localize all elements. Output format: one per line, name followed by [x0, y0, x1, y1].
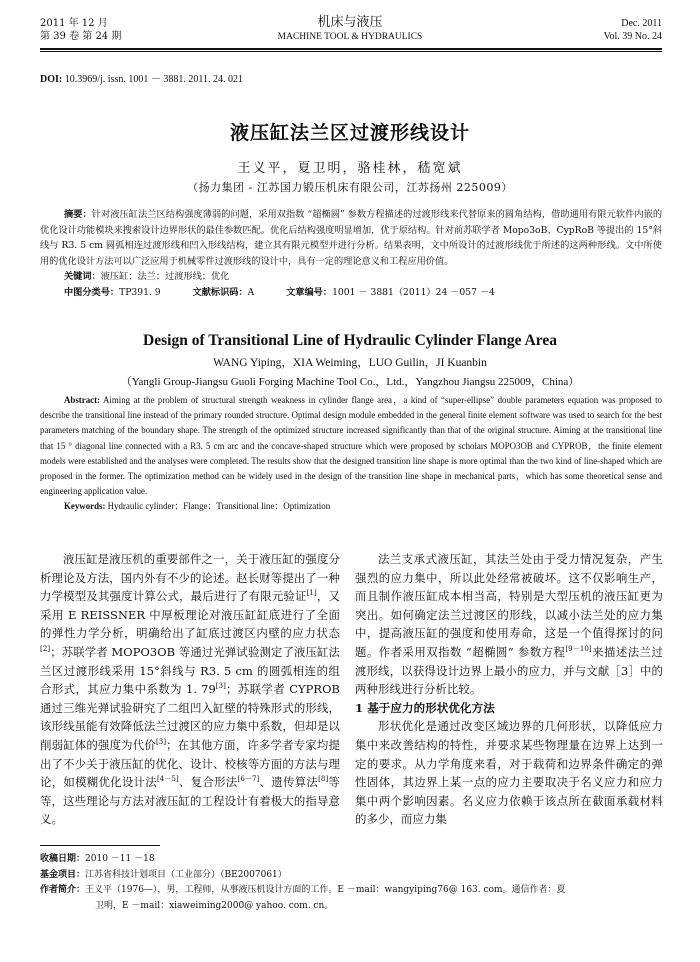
en-keywords-text: Hydraulic cylinder；Flange；Transitional line；Optimization	[107, 501, 331, 512]
en-abstract	[40, 393, 662, 515]
en-abstract-text: Aiming at the problem of structural strength weakness in cylinder flange area，a kind of “super-ellipse” double parameters equation was proposed to describe the transitional line instead of the primary rounded structure. Optimal design module embedded in the general finite element software was used to search for the best parameters matching of the boundary shape. The strength of the optimized structure increased significantly than that of the original structure. Aiming at the transitional line that 15 ° diagonal line connected with a R3. 5 cm arc and the concave-shaped structure which were proposed by scholars MOPO3OB and CYPROB，the finite element models were established and the analyses were completed. The results show that the designed transition line shape is more optimal than the two kind of line-shaped which are proposed in the former. The optimization method can be widely used in the design of the transition line shape in mechanical parts，which has some theoretical sense and engineering application value.	[40, 395, 662, 497]
citation: [8]	[318, 775, 329, 784]
cn-keywords-text: 液压缸；法兰；过渡形线；优化	[100, 271, 230, 283]
author-bio-label: 作者简介：	[40, 885, 86, 895]
fund-value: 江苏省科技计划项目（工业部分）（BE2007061）	[85, 869, 287, 880]
en-affiliation: （Yangli Group-Jiangsu Guoli Forging Machine Tool Co.，Ltd.，Yangzhou Jiangsu 225009，China）	[120, 376, 580, 388]
citation: [2]	[40, 645, 51, 654]
cn-keywords-label: 关键词：	[64, 271, 101, 283]
fund-label: 基金项目：	[40, 869, 86, 880]
footnote-rule	[40, 845, 160, 846]
article-no-value: 1001 － 3881（2011）24 －057 －4	[332, 286, 495, 298]
doc-code-value: A	[247, 286, 255, 298]
cn-classification-line	[40, 285, 662, 301]
en-authors: WANG Yiping，XIA Weiming，LUO Guilin，JI Kuanbin	[213, 357, 487, 369]
doi-line	[40, 70, 243, 85]
flange-paragraph	[355, 550, 663, 699]
cn-authors: 王义平，夏卫明，骆桂林，嵇宽斌	[237, 161, 463, 176]
section-heading-1: 1 基于应力的形状优化方法	[355, 700, 495, 715]
received-date: 2010 －11 －18	[85, 854, 155, 864]
en-keywords-label: Keywords:	[64, 501, 106, 512]
intro-text-7: 、遗传算法	[259, 775, 319, 790]
en-abstract-label: Abstract:	[64, 395, 100, 405]
citation: [6－7]	[237, 775, 260, 784]
intro-text-3: ；苏联学者 MOPO3OB 等通过光弹试验测定了液压缸法兰区过渡形线采用 15°斜线与 R3. 5 cm 的圆弧相连的组合形式，其应力集中系数为 1. 79	[40, 644, 340, 697]
citation: [9－10]	[565, 645, 592, 654]
doi-label: DOI:	[40, 74, 63, 85]
journal-name-cn: 机床与液压	[317, 15, 383, 30]
cls-label: 中图分类号：	[64, 286, 120, 298]
doc-code-label: 文献标识码：	[192, 286, 248, 298]
citation: [4－5]	[156, 775, 179, 784]
author-bio: 王义平（1976—），男，工程师，从事液压机设计方面的工作。E －mail：wangyiping76@ 163. com。通信作者：夏	[85, 885, 566, 895]
author-bio-cont: 卫明，E －mail：xiaweiming2000@ yahoo. com. cn。	[95, 900, 334, 911]
cn-abstract-text: 针对液压缸法兰区结构强度薄弱的问题，采用双指数 “超椭圆” 参数方程描述的过渡形线来代替原来的圆角结构，借助通用有限元软件内嵌的优化设计功能模块来搜索设计边界形状的最佳参数匹配。优化后结构强度明显增加，优于原结构。针对前苏联学者 Mopo3oB、CypRoB 等提出的 15°斜线与 R3. 5 cm 圆弧相连过渡形线和凹入形线结构，建立其有限元模型并进行分析。结果表明，文中所设计的过渡形线优于所述的这两种形线。文中所使用的优化设计方法可以广泛应用于机械零件过渡形线的设计中，具有一定的理论意义和工程应用价值。	[40, 209, 663, 267]
cn-abstract-label: 摘要：	[64, 209, 92, 220]
journal-name-en: MACHINE TOOL & HYDRAULICS	[277, 32, 423, 42]
citation: [3]	[215, 682, 227, 691]
header-volume: 第 39 卷 第 24 期	[40, 31, 122, 42]
intro-paragraph	[40, 550, 340, 829]
header-date: 2011 年 12 月	[40, 18, 108, 29]
flange-text-2: 来描述法兰过渡形线，以获得设计边界上最小的应力，并与文献［3］中的两种形线进行分析比较。	[355, 644, 663, 697]
header-right	[604, 17, 662, 43]
en-title: Design of Transitional Line of Hydraulic Cylinder Flange Area	[143, 332, 557, 349]
header-volume-en: Vol. 39 No. 24	[603, 31, 662, 42]
body-left-column	[40, 550, 340, 829]
intro-text-5: ；在其他方面，许多学者专家均提出了不少关于液压缸的优化、设计、校核等方面的方法与理论，如模糊优化设计法	[40, 737, 340, 790]
cn-affiliation: （扬力集团 - 江苏国力锻压机床有限公司，江苏扬州 225009）	[187, 181, 513, 194]
shape-opt-paragraph: 形状优化是通过改变区域边界的几何形状，以降低应力集中来改善结构的特性，并要求某些物理量在边界上达到一定的要求。从力学角度来看，对于载荷和边界条件确定的弹性固体，其边界上某一点的应力主要取决于名义应力和应力集中两个影响因素。名义应力依赖于该点所在截面承载材料的多少，而应力集	[355, 719, 663, 827]
header-rule	[40, 48, 662, 50]
cn-abstract	[40, 207, 662, 301]
intro-text-2: ，又采用 E REISSNER 中厚板理论对液压缸缸底进行了全面的弹性力学分析，明确给出了缸底过渡区内壁的应力状态	[40, 589, 340, 641]
intro-text-8: 等等，这些理论与方法对液压缸的工程设计有着极大的指导意义。	[40, 775, 340, 827]
article-no-label: 文章编号：	[286, 286, 333, 298]
intro-text-1: 液压缸是液压机的重要部件之一，关于液压缸的强度分析理论及方法，国内外有不少的论述。赵长财等提出了一种力学模型及其强度计算公式，最后进行了有限元验证	[40, 552, 340, 604]
header-center	[200, 14, 500, 44]
received-label: 收稿日期：	[40, 854, 86, 864]
doi-value: 10.3969/j. issn. 1001 － 3881. 2011. 24. 021	[64, 74, 243, 85]
cls-value: TP391. 9	[119, 286, 161, 298]
cn-title: 液压缸法兰区过渡形线设计	[229, 122, 470, 144]
header-left	[40, 17, 121, 43]
intro-text-4: ；苏联学者 CYPROB 通过三维光弹试验研究了二组凹入缸壁的特殊形式的形线，该形线虽能有效降低法兰过渡区的应力集中系数，但却是以削弱缸体的强度为代价	[40, 682, 340, 752]
citation: [1]	[306, 589, 317, 598]
body-right-column	[355, 550, 663, 829]
footnotes	[40, 852, 665, 914]
header-rule-thin	[40, 51, 662, 52]
citation: [3]	[155, 738, 167, 747]
intro-text-6: 、复合形法	[178, 775, 238, 790]
flange-text-1: 法兰支承式液压缸，其法兰处由于受力情况复杂，产生强烈的应力集中，所以此处经常被破坏。这不仅影响生产，而且制作液压缸成本相当高，特别是大型压机的液压缸更为突出。如何确定法兰过渡区的形线，以减小法兰处的应力集中，提高液压缸的强度和使用寿命，这是一个值得探讨的问题。作者采用双指数 “超椭圆” 参数方程	[355, 552, 663, 659]
header-date-en: Dec. 2011	[621, 18, 662, 29]
